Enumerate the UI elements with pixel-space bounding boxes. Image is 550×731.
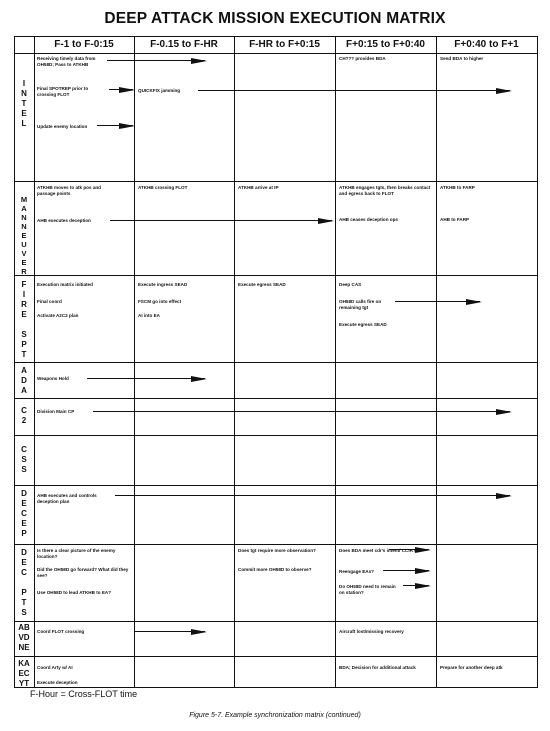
cell-text: Coord FLOT crossing <box>37 629 85 634</box>
cell-text: Update enemy location <box>37 124 88 129</box>
cell-text: CH??? provides BDA <box>339 56 386 61</box>
row-label-maneuver: M A N N E U V E R <box>20 195 28 276</box>
footnote: F-Hour = Cross-FLOT time <box>30 689 138 699</box>
cell-text: Send BDA to higher <box>440 56 484 61</box>
column-header: F+0:15 to F+0:40 <box>346 39 425 50</box>
grid-line <box>15 181 537 182</box>
matrix-title: DEEP ATTACK MISSION EXECUTION MATRIX <box>104 10 446 27</box>
timeline-arrow <box>135 631 205 632</box>
arrow-head <box>496 493 512 499</box>
cell-text: Execute egress SEAD <box>339 322 387 327</box>
arrow-head <box>415 547 431 553</box>
grid-line <box>15 435 537 436</box>
cell-text: Is there a clear picture of the enemy location? <box>37 548 116 559</box>
cell-text: ATKHB arrive at IP <box>238 185 279 190</box>
cell-text: Do OH58D need to remain on station? <box>339 584 396 595</box>
arrow-head <box>496 409 512 415</box>
grid-line <box>15 544 537 545</box>
arrow-head <box>119 123 135 129</box>
cell-text: Reengage EAs? <box>339 569 374 574</box>
row-label-intel: I N T E L <box>21 79 27 128</box>
arrow-head <box>191 376 207 382</box>
arrow-head <box>415 583 431 589</box>
column-header: F+0:40 to F+1 <box>454 39 519 50</box>
arrow-head <box>191 629 207 635</box>
grid-line <box>15 485 537 486</box>
cell-text: Weapons Hold <box>37 376 69 381</box>
cell-text: Execution matrix initiated <box>37 282 93 287</box>
cell-text: Execute deception <box>37 680 78 685</box>
cell-text: Coord Arty w/ AI <box>37 665 73 670</box>
timeline-arrow <box>107 60 205 61</box>
row-label-css: C S S <box>21 445 27 474</box>
cell-text: Deep CAS <box>339 282 362 287</box>
arrow-head <box>119 87 135 93</box>
arrow-head <box>191 58 207 64</box>
cell-text: ATKHB crossing FLOT <box>138 185 188 190</box>
grid-line <box>15 398 537 399</box>
grid-line <box>15 362 537 363</box>
cell-text: BDA; Decision for additional attack <box>339 665 416 670</box>
arrow-head <box>496 88 512 94</box>
timeline-arrow <box>198 90 510 91</box>
column-header: F-1 to F-0:15 <box>54 39 114 50</box>
cell-text: Final SPOTREP prior to crossing FLOT <box>37 86 89 97</box>
timeline-arrow <box>389 549 429 550</box>
timeline-arrow <box>97 125 133 126</box>
cell-text: AHB executes and controls deception plan <box>37 493 97 504</box>
timeline-arrow <box>110 220 332 221</box>
cell-text: AI into EA <box>138 313 160 318</box>
cell-text: QUICKFIX jamming <box>138 88 181 93</box>
timeline-arrow <box>383 570 429 571</box>
timeline-arrow <box>87 378 205 379</box>
execution-matrix <box>14 36 538 688</box>
row-label-c2: C 2 <box>21 406 27 425</box>
cell-text: AHB executes deception <box>37 218 91 223</box>
timeline-arrow <box>109 89 133 90</box>
cell-text: FSCM go into effect <box>138 299 182 304</box>
arrow-head <box>415 568 431 574</box>
timeline-arrow <box>93 411 510 412</box>
grid-line <box>15 621 537 622</box>
row-label-ada: A D A <box>21 366 27 395</box>
timeline-arrow <box>403 585 429 586</box>
cell-text: AHB ceases deception ops <box>339 217 398 222</box>
arrow-head <box>318 218 334 224</box>
figure-caption: Figure 5-7. Example synchronization matrix (continued) <box>189 712 361 719</box>
cell-text: Use OH58D to lead ATKHB to EA? <box>37 590 112 595</box>
cell-text: ATKHB engages tgts, then breaks contact and egress back to FLOT <box>339 185 431 196</box>
grid-line <box>15 275 537 276</box>
cell-text: OH58D calls fire on remaining tgt <box>339 299 382 310</box>
cell-text: Final coord <box>37 299 62 304</box>
cell-text: Division Main CP <box>37 409 75 414</box>
cell-text: Prepare for another deep atk <box>440 665 503 670</box>
column-header: F-0.15 to F-HR <box>150 39 218 50</box>
row-label-dec-pts: D E C P T S <box>21 548 27 617</box>
grid-line <box>15 656 537 657</box>
cell-text: Does BDA meet cdr's intent/ CCIR? <box>339 548 416 553</box>
grid-line <box>15 53 537 54</box>
cell-text: AHB to FARP <box>440 217 470 222</box>
timeline-arrow <box>395 301 480 302</box>
timeline-arrow <box>115 495 510 496</box>
cell-text: Did the OH58D go forward? What did they see? <box>37 567 129 578</box>
row-label-fire-spt: F I R E S P T <box>21 280 27 359</box>
row-label-decep: D E C E P <box>21 489 27 538</box>
column-header: F-HR to F+0:15 <box>249 39 320 50</box>
cell-text: Commit more OH58D to observe? <box>238 567 312 572</box>
cell-text: Activate A2C2 plan <box>37 313 79 318</box>
cell-text: Receiving timely data from OH58D; Pass to ATKHB <box>37 56 96 67</box>
cell-text: ATKHB moves to atk pos and passage points <box>37 185 101 196</box>
cell-text: Aircraft lost/missing recovery <box>339 629 404 634</box>
cell-text: Execute egress SEAD <box>238 282 286 287</box>
arrow-head <box>466 299 482 305</box>
cell-text: Execute ingress SEAD <box>138 282 188 287</box>
row-label-abvdne: AB VD NE <box>18 623 30 652</box>
row-label-kaecyt: KA EC YT <box>18 659 30 688</box>
cell-text: ATKHB to FARP <box>440 185 475 190</box>
cell-text: Does tgt require more observation? <box>238 548 316 553</box>
